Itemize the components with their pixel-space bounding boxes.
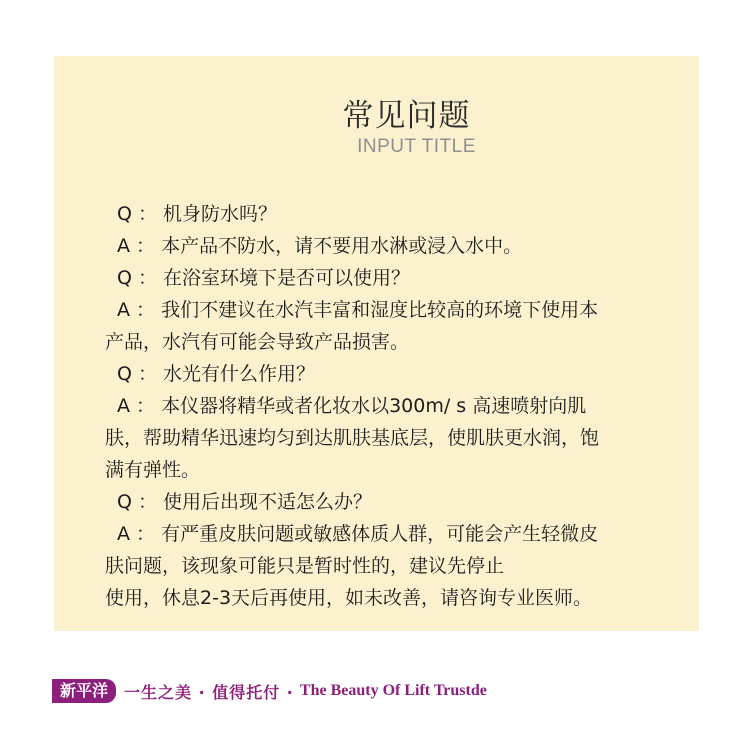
faq-answer-continued: 产品，水汽有可能会导致产品损害。 (105, 331, 410, 353)
faq-question: Q ： 使用后出现不适怎么办？ (117, 491, 373, 513)
slogan-english: The Beauty Of Lift Trustde (299, 682, 487, 699)
faq-answer: A ： 本产品不防水，请不要用水淋或浸入水中。 (117, 235, 523, 257)
brand-footer (52, 679, 487, 703)
faq-answer-continued: 肤，帮助精华迅速均匀到达肌肤基底层，使肌肤更水润，饱 (105, 427, 600, 449)
faq-answer: A ： 我们不建议在水汽丰富和湿度比较高的环境下使用本 (117, 299, 599, 321)
faq-answer-continued: 满有弹性。 (105, 459, 201, 481)
faq-answer-continued: 使用，休息2-3天后再使用，如未改善，请咨询专业医师。 (105, 587, 593, 609)
faq-list (105, 198, 665, 614)
page-title: 常见问题 (342, 98, 471, 134)
brand-logo-badge: 新平洋 (52, 679, 116, 703)
faq-answer: A ： 有严重皮肤问题或敏感体质人群，可能会产生轻微皮 (117, 523, 599, 545)
faq-question: Q ： 水光有什么作用？ (117, 363, 316, 385)
faq-panel (54, 56, 699, 631)
faq-answer-continued: 肤问题，该现象可能只是暂时性的，建议先停止 (105, 555, 505, 577)
faq-question: Q ： 机身防水吗？ (117, 203, 278, 225)
slogan-chinese: 一生之美 · 值得托付 · (124, 682, 294, 702)
faq-answer: A ： 本仪器将精华或者化妆水以300m/ s 高速喷射向肌 (117, 395, 587, 417)
faq-question: Q ： 在浴室环境下是否可以使用？ (117, 267, 411, 289)
page-subtitle: INPUT TITLE (357, 136, 476, 157)
